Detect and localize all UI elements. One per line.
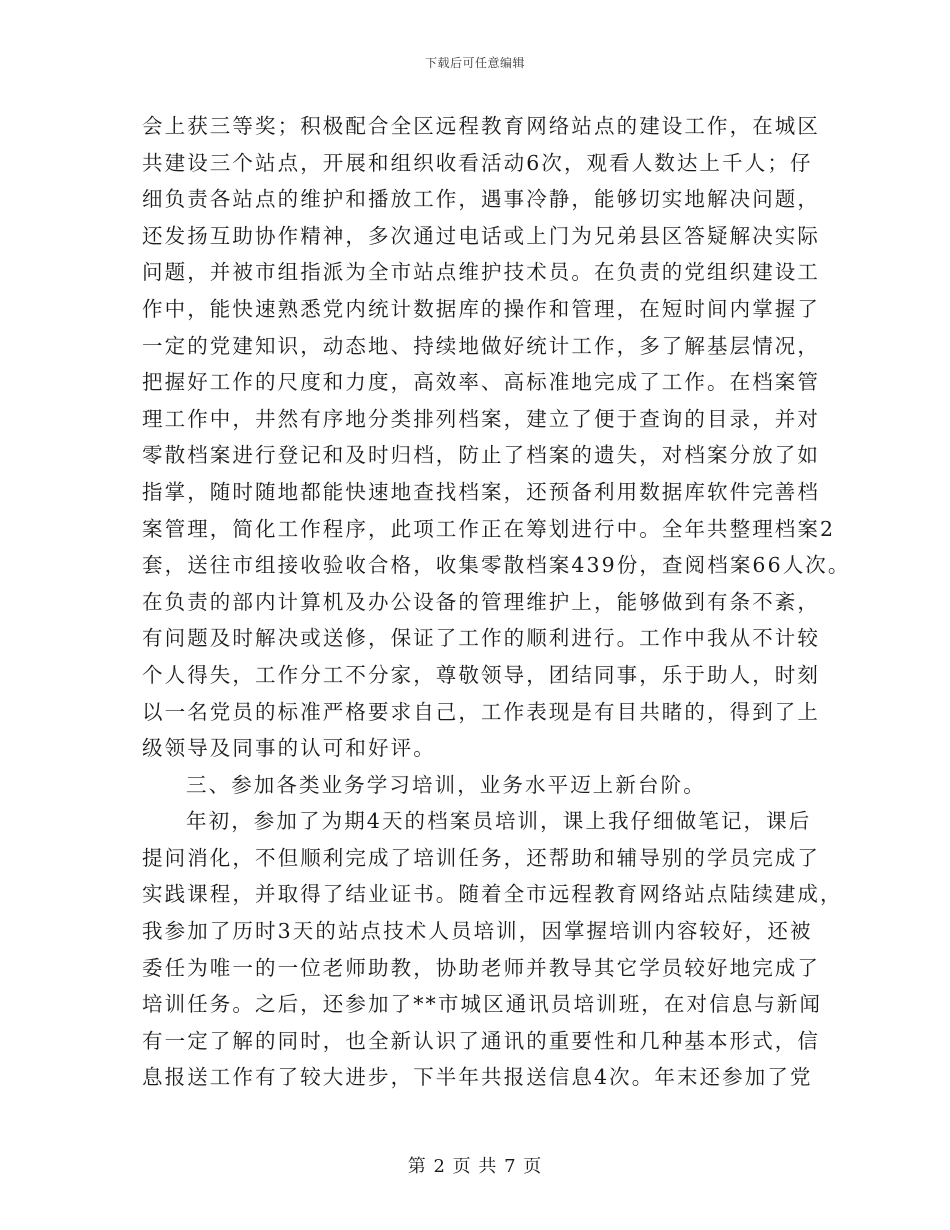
body-line: 把握好工作的尺度和力度，高效率、高标准地完成了工作。在档案管 — [142, 370, 820, 395]
body-line: 实践课程，并取得了结业证书。随着全市远程教育网络站点陆续建成， — [142, 882, 843, 907]
body-line: 个人得失，工作分工不分家，尊敬领导，团结同事，乐于助人，时刻 — [142, 662, 820, 687]
body-line: 还发扬互助协作精神，多次通过电话或上门为兄弟县区答疑解决实际 — [142, 223, 820, 248]
body-line: 以一名党员的标准严格要求自己，工作表现是有目共睹的，得到了上 — [142, 699, 820, 724]
document-body — [142, 108, 851, 1096]
body-line: 会上获三等奖；积极配合全区远程教育网络站点的建设工作，在城区 — [142, 114, 820, 138]
page-number-footer: 第 2 页 共 7 页 — [407, 1156, 543, 1177]
body-line: 问题，并被市组指派为全市站点维护技术员。在负责的党组织建设工 — [142, 260, 820, 285]
body-line: 在负责的部内计算机及办公设备的管理维护上，能够做到有条不紊， — [142, 589, 820, 614]
paragraph-first-line: 年初，参加了为期4天的档案员培训，课上我仔细做笔记，课后 — [186, 809, 812, 834]
body-line: 共建设三个站点，开展和组织收看活动6次，观看人数达上千人；仔 — [142, 150, 813, 175]
body-line: 息报送工作有了较大进步，下半年共报送信息4次。年末还参加了党 — [142, 1065, 813, 1090]
body-line: 有一定了解的同时，也全新认识了通讯的重要性和几种基本形式，信 — [142, 1028, 820, 1053]
body-line: 有问题及时解决或送修，保证了工作的顺利进行。工作中我从不计较 — [142, 626, 820, 651]
page-header-note: 下载后可任意编辑 — [424, 56, 525, 70]
body-line: 培训任务。之后，还参加了**市城区通讯员培训班，在对信息与新闻 — [142, 992, 823, 1017]
body-line: 我参加了历时3天的站点技术人员培训，因掌握培训内容较好，还被 — [142, 919, 813, 944]
body-line: 细负责各站点的维护和播放工作，遇事冷静，能够切实地解决问题， — [142, 187, 820, 212]
body-line: 理工作中，井然有序地分类排列档案，建立了便于查询的目录，并对 — [142, 406, 820, 431]
body-line: 套，送往市组接收验收合格，收集零散档案439份，查阅档案66人次。 — [142, 553, 851, 578]
body-line: 级领导及同事的认可和好评。 — [142, 736, 436, 761]
body-line: 案管理，简化工作程序，此项工作正在筹划进行中。全年共整理档案2 — [142, 516, 836, 541]
body-line: 作中，能快速熟悉党内统计数据库的操作和管理，在短时间内掌握了 — [142, 296, 820, 321]
body-line: 零散档案进行登记和及时归档，防止了档案的遗失，对档案分放了如 — [142, 443, 820, 468]
body-line: 委任为唯一的一位老师助教，协助老师并教导其它学员较好地完成了 — [142, 955, 820, 980]
body-line: 一定的党建知识，动态地、持续地做好统计工作，多了解基层情况， — [142, 333, 820, 358]
body-line: 指掌，随时随地都能快速地查找档案，还预备利用数据库软件完善档 — [142, 479, 820, 504]
body-line: 提问消化，不但顺利完成了培训任务，还帮助和辅导别的学员完成了 — [142, 845, 820, 870]
section-heading: 三、参加各类业务学习培训，业务水平迈上新台阶。 — [186, 772, 706, 797]
